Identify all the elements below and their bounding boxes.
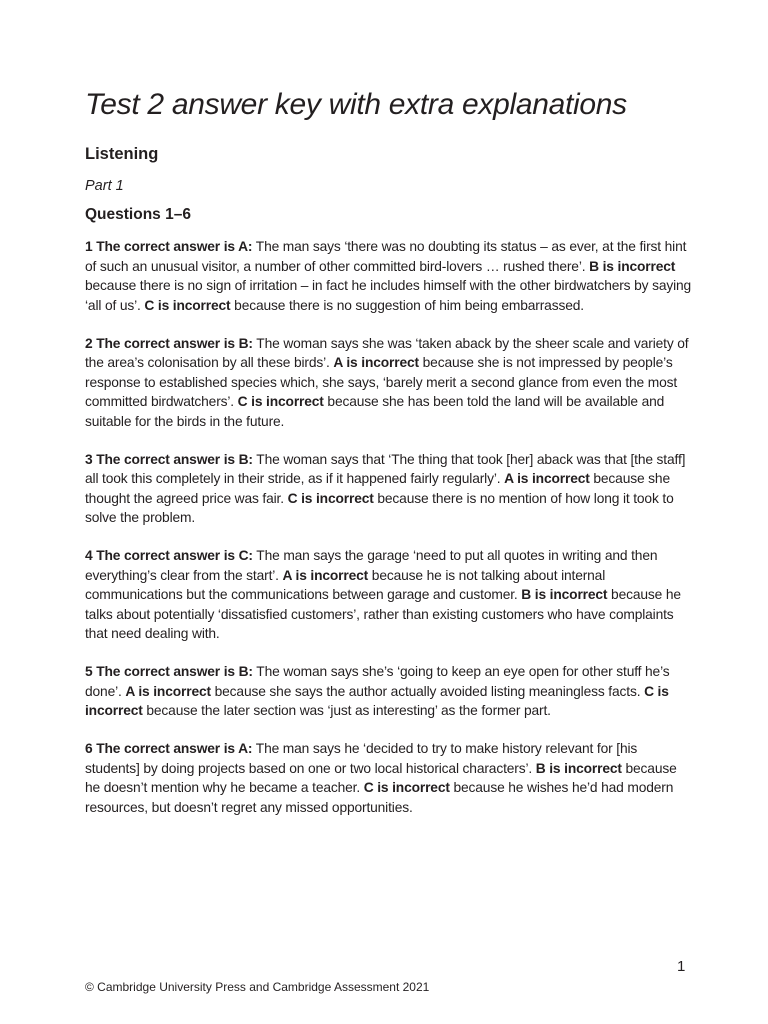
- distractor-explanation: because there is no sign of irritation – in fact he includes himself with the other birdwatchers by saying ‘all of us’.: [85, 278, 692, 313]
- distractor-label: C is incorrect: [144, 297, 231, 313]
- distractor-explanation: because he wishes he’d had modern resources, but doesn’t regret any missed opportunities.: [85, 780, 674, 815]
- answer-head: 1 The correct answer is A:: [85, 239, 253, 254]
- part-label: Part 1: [85, 178, 124, 194]
- distractor-explanation: because he talks about potentially ‘dissatisfied customers’, rather than existing customers who have complaints that need dealing with.: [85, 587, 681, 641]
- page-number: 1: [677, 958, 686, 975]
- answer-5: [85, 662, 695, 721]
- answer-6: [85, 739, 695, 817]
- answer-1: [85, 237, 695, 315]
- distractor-label: A is incorrect: [282, 567, 369, 583]
- distractor-explanation: because she thought the agreed price was fair.: [85, 471, 670, 506]
- distractor-explanation: because there is no mention of how long it took to solve the problem.: [85, 490, 674, 525]
- distractor-label: B is incorrect: [521, 587, 608, 602]
- distractor-label: C is incorrect: [363, 780, 450, 795]
- distractor-label: B is incorrect: [535, 760, 622, 776]
- distractor-explanation: because he is not talking about internal communications but the communications between garage and customer.: [85, 567, 606, 602]
- section-heading: Listening: [85, 145, 159, 163]
- questions-heading: Questions 1–6: [85, 206, 191, 223]
- answer-2: [85, 334, 695, 432]
- distractor-explanation: because she says the author actually avoided listing meaningless facts.: [210, 683, 645, 699]
- distractor-explanation: because the later section was ‘just as interesting’ as the former part.: [142, 703, 551, 718]
- answer-explanation: The man says the garage ‘need to put all quotes in writing and then everything’s clear from the start’.: [85, 548, 658, 583]
- answer-4: [85, 546, 695, 644]
- answer-head: 3 The correct answer is B:: [85, 451, 253, 467]
- answer-explanation: The man says ‘there was no doubting its status – as ever, at the first hint of such an unusual visitor, a number of other committed bird-lovers … rushed there’.: [85, 239, 687, 274]
- answer-head: 2 The correct answer is B:: [85, 335, 253, 351]
- answer-list: [85, 237, 695, 836]
- distractor-label: A is incorrect: [504, 471, 590, 486]
- answer-head: 4 The correct answer is C:: [85, 548, 253, 563]
- distractor-label: C is incorrect: [85, 683, 669, 718]
- answer-head: 6 The correct answer is A:: [85, 741, 253, 756]
- distractor-label: C is incorrect: [237, 394, 324, 409]
- distractor-label: A is incorrect: [333, 355, 419, 370]
- answer-explanation: The woman says she’s ‘going to keep an eye open for other stuff he’s done’.: [85, 664, 670, 699]
- distractor-explanation: because she has been told the land will be available and suitable for the birds in the future.: [85, 394, 665, 429]
- answer-explanation: The woman says she was ‘taken aback by the sheer scale and variety of the area’s colonisation by all these birds’.: [85, 335, 689, 370]
- answer-explanation: The man says he ‘decided to try to make history relevant for [his students] by doing projects based on one or two local historical characters’.: [85, 741, 638, 776]
- distractor-label: A is incorrect: [125, 683, 211, 699]
- copyright-footer: © Cambridge University Press and Cambridge Assessment 2021: [85, 980, 430, 994]
- distractor-explanation: because there is no suggestion of him being embarrassed.: [230, 297, 584, 313]
- distractor-label: B is incorrect: [589, 258, 676, 274]
- answer-explanation: The woman says that ‘The thing that took [her] aback was that [the staff] all took this completely in their stride, as if it happened fairly regularly’.: [85, 451, 686, 486]
- distractor-explanation: because he doesn’t mention why he became a teacher.: [85, 760, 677, 795]
- distractor-explanation: because she is not impressed by people’s response to established species which, she says, ‘barely merit a second glance from even the most committed birdwatchers’.: [85, 355, 678, 409]
- distractor-label: C is incorrect: [287, 490, 374, 506]
- document-title: Test 2 answer key with extra explanations: [85, 88, 627, 121]
- answer-head: 5 The correct answer is B:: [85, 664, 253, 679]
- answer-3: [85, 450, 695, 528]
